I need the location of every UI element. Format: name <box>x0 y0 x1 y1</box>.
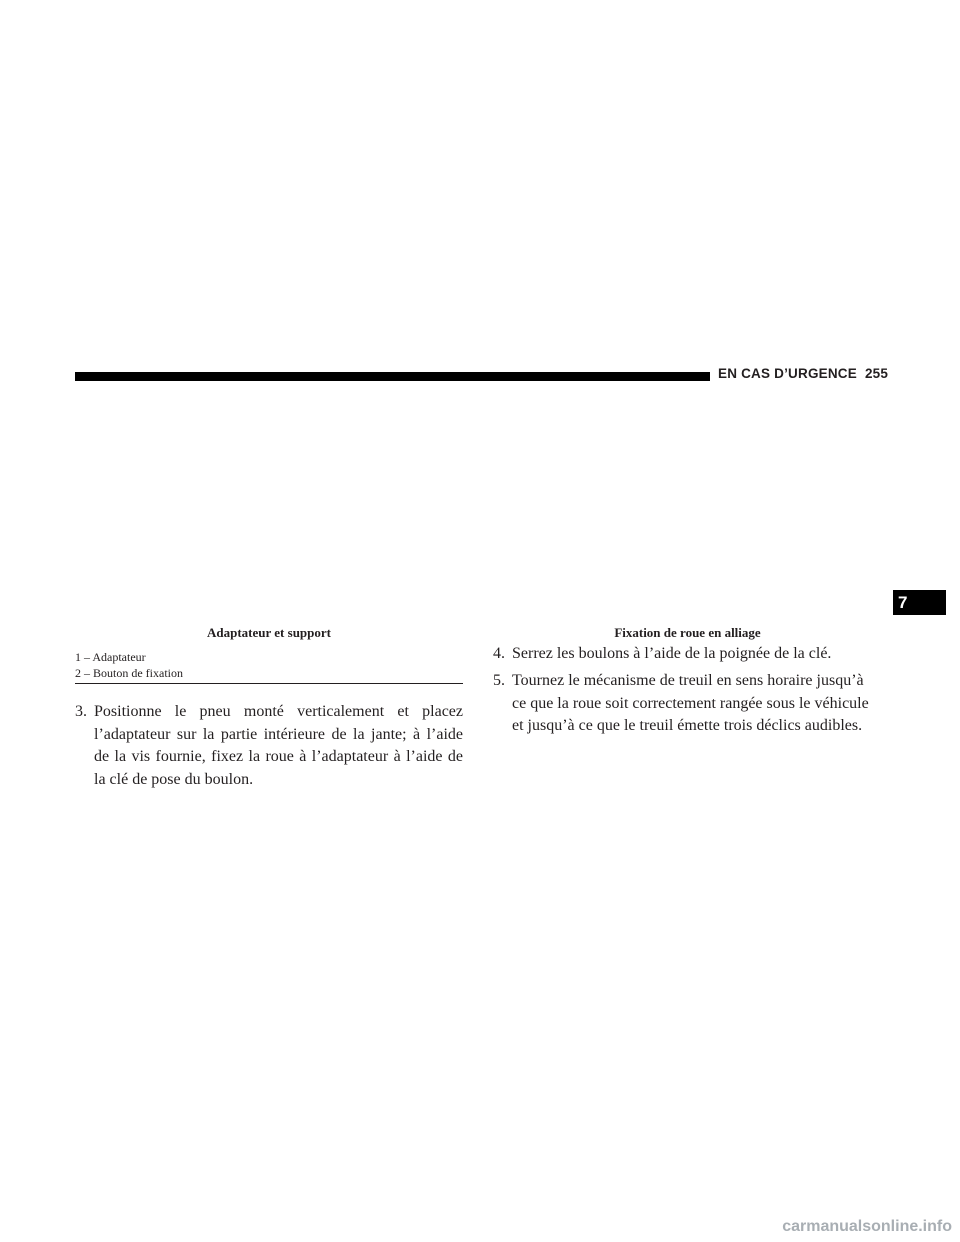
step-line: l’adaptateur sur la partie intérieure de la jante; à l’aide <box>94 725 463 743</box>
figure-legend <box>75 649 463 684</box>
step-text <box>94 701 463 791</box>
step-4 <box>493 643 885 666</box>
chapter-tab: 7 <box>893 590 946 615</box>
step-line: ce que la roue soit correctement rangée sous le véhicule <box>512 694 869 712</box>
watermark: carmanualsonline.info <box>782 1218 952 1235</box>
step-line: Tournez le mécanisme de treuil en sens horaire jusqu’à <box>512 672 864 689</box>
step-line: et jusqu’à ce que le treuil émette trois déclics audibles. <box>512 717 863 734</box>
step-number: 4. <box>493 645 505 662</box>
step-line: la clé de pose du boulon. <box>94 770 254 788</box>
section-title: EN CAS D’URGENCE <box>718 366 857 381</box>
page-number: 255 <box>864 366 889 381</box>
step-3 <box>75 701 463 791</box>
step-line: de la vis fournie, fixez la roue à l’adaptateur à l’aide de <box>94 748 463 765</box>
step-5 <box>493 670 885 738</box>
figure-caption-alloy-wheel: Fixation de roue en alliage <box>614 625 761 640</box>
step-number: 3. <box>75 703 87 720</box>
running-header <box>718 366 888 381</box>
legend-item: 2 – Bouton de fixation <box>75 666 183 680</box>
step-line: Positionne le pneu monté verticalement et placez <box>94 703 463 720</box>
step-line: Serrez les boulons à l’aide de la poignée de la clé. <box>512 645 832 662</box>
step-text <box>512 670 885 738</box>
header-rule <box>75 372 710 381</box>
legend-item: 1 – Adaptateur <box>75 650 146 664</box>
step-text <box>512 643 885 666</box>
figure-caption-adapter: Adaptateur et support <box>207 625 331 640</box>
step-number: 5. <box>493 672 505 689</box>
